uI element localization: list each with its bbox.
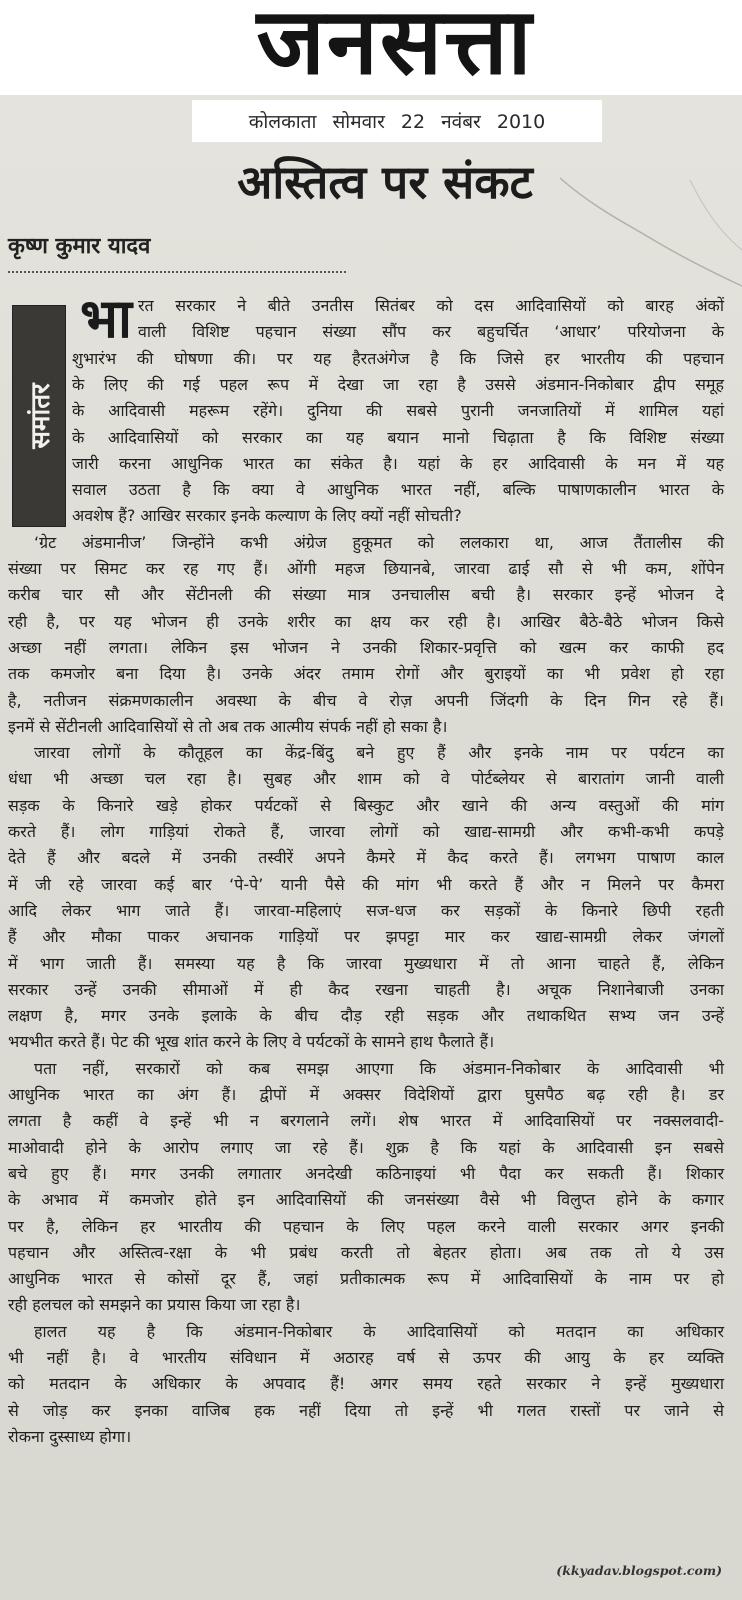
article-line: को मतदान के अधिकार के अपवाद हैं! अगर समय रहते सरकार ने इन्हें मुख्यधारा bbox=[8, 1374, 724, 1394]
article-line: अवशेष हैं? आखिर सरकार इनके कल्याण के लिए क्यों नहीं सोचती? bbox=[72, 506, 462, 526]
article-line: सवाल उठता है कि क्या वे आधुनिक भारत नहीं, बल्कि पाषाणकालीन भारत के bbox=[72, 480, 724, 500]
article-line: भी नहीं है। वे भारतीय संविधान में अठारह वर्ष से ऊपर की आयु के हर व्यक्ति bbox=[8, 1348, 724, 1367]
article-line: रही हलचल को समझने का प्रयास किया जा रहा है। bbox=[8, 1295, 301, 1315]
article-line: माओवादी होने के आरोप लगाए जा रहे हैं। शुक्र है कि यहां के आदिवासी इन सबसे bbox=[8, 1137, 724, 1157]
article-line: ‘ग्रेट अंडमानीज’ जिन्होंने कभी अंग्रेज हुकूमत को ललकारा था, आज तैंतालीस की bbox=[34, 532, 724, 552]
article-line: के आदिवासी महरूम रहेंगे। दुनिया की सबसे पुरानी जनजातियों में शामिल यहां bbox=[72, 401, 724, 421]
article-line: बचे हुए हैं। मगर उनकी लगातार अनदेखी कठिनाइयां भी पैदा कर सकती हैं। शिकार bbox=[8, 1163, 724, 1183]
article-line: आदि लेकर भाग जाते हैं। जारवा-महिलाएं सज-धज कर सड़कों के किनारे छिपी रहती bbox=[8, 900, 724, 920]
article-line: रत सरकार ने बीते उनतीस सितंबर को दस आदिवासियों को बारह अंकों bbox=[138, 296, 724, 315]
article-line: हैं और मौका पाकर अचानक गाड़ियों पर झपट्टा मार कर खाद्य-सामग्री लेकर जंगलों bbox=[8, 927, 724, 947]
article-line: पहचान और अस्तित्व-रक्षा के भी प्रबंध करती तो बेहतर होता। अब तक तो ये उस bbox=[8, 1242, 724, 1262]
article-line: के आदिवासियों को सरकार का यह बयान मानो चिढ़ाता है कि विशिष्ट संख्या bbox=[72, 427, 724, 447]
article-line: करीब चार सौ और सेंटीनली की संख्या मात्र उनचालीस बची है। सरकार इन्हें भोजन दे bbox=[8, 585, 724, 605]
dateline: कोलकाता सोमवार 22 नवंबर 2010 bbox=[192, 100, 602, 142]
article-line: अच्छा नहीं लगता। लेकिन इस भोजन ने उनकी शिकार-प्रवृत्ति को खत्म कर काफी हद bbox=[8, 637, 724, 657]
section-tag-label: समांतर bbox=[26, 383, 56, 449]
article-line: आधुनिक भारत का अंग हैं। द्वीपों में अक्सर विदेशियों द्वारा घुसपैठ बढ़ रही है। डर bbox=[8, 1085, 724, 1104]
article-line: रही है, पर यह भोजन ही उनके शरीर का क्षय कर रही है। आखिर बैठे-बैठे भोजन किसे bbox=[8, 611, 724, 631]
article-line: पता नहीं, सरकारों को कब समझ आएगा कि अंडमान-निकोबार के आदिवासी भी bbox=[34, 1058, 724, 1078]
byline: कृष्ण कुमार यादव bbox=[8, 234, 151, 259]
article-line: सरकार उन्हें उनकी सीमाओं में ही कैद रखना चाहती है। अचूक निशानेबाजी उनका bbox=[8, 979, 724, 999]
article-line: देते हैं और बदले में उनकी तस्वीरें अपने कैमरे में कैद करते हैं। लगभग पाषाण काल bbox=[8, 848, 724, 868]
article-line: भयभीत करते हैं। पेट की भूख शांत करने के लिए वे पर्यटकों के सामने हाथ फैलाते हैं। bbox=[8, 1032, 495, 1052]
article-line: रोकना दुस्साध्य होगा। bbox=[8, 1426, 132, 1446]
article-line: के लिए की गई पहल रूप में देखा जा रहा है उससे अंडमान-निकोबार द्वीप समूह bbox=[72, 374, 724, 394]
article-line: लगता है कहीं वे इन्हें भी न बरगलाने लगें। शेष भारत में आदिवासियों पर नक्सलवादी- bbox=[8, 1111, 724, 1131]
headline: अस्तित्व पर संकट bbox=[237, 155, 533, 209]
article-line: वाली विशिष्ट पहचान संख्या सौंप कर बहुचर्चित ‘आधार’ परियोजना के bbox=[138, 322, 724, 342]
article-line: पर है, लेकिन हर भारतीय की पहचान के लिए पहल करने वाली सरकार अगर इनकी bbox=[8, 1216, 724, 1236]
article-line: में भाग जाती हैं। समस्या यह है कि जारवा मुख्यधारा में तो आना चाहते हैं, लेकिन bbox=[8, 953, 724, 973]
article-line: इनमें से सेंटीनली आदिवासियों से तो अब तक आत्मीय संपर्क नहीं हो सका है। bbox=[8, 716, 448, 736]
article-line: में जी रहे जारवा कई बार ‘पे-पे’ यानी पैसे की मांग भी करते हैं और न मिलने पर कैमरा bbox=[8, 874, 724, 894]
article-line: के अभाव में कमजोर होते इन आदिवासियों की जनसंख्या वैसे भी विलुप्त होने के कगार bbox=[8, 1190, 724, 1210]
masthead-title: जनसत्ता bbox=[256, 0, 534, 92]
article-line: जारी करना आधुनिक भारत का संकेत है। यहां के हर आदिवासी के मन में यह bbox=[72, 453, 724, 473]
article-line: सड़क के किनारे खड़े होकर पर्यटकों से बिस्कुट और खाने की अन्य वस्तुओं की मांग bbox=[8, 795, 724, 815]
article-line: शुभारंभ की घोषणा की। पर यह हैरतअंगेज है कि जिसे हर भारतीय की पहचान bbox=[72, 348, 724, 368]
drop-cap: भा bbox=[80, 287, 132, 350]
article-line: जारवा लोगों के कौतूहल का केंद्र-बिंदु बने हुए हैं और इनके नाम पर पर्यटन का bbox=[34, 743, 724, 763]
article-line: आधुनिक भारत से कोसों दूर हैं, जहां प्रतीकात्मक रूप में आदिवासियों के नाम पर हो bbox=[8, 1269, 724, 1289]
article-line: है, नतीजन संक्रमणकालीन अवस्था के बीच वे रोज़ अपनी जिंदगी के दिन गिन रहे हैं। bbox=[8, 690, 724, 710]
article-line: धंधा भी अच्छा चल रहा है। सुबह और शाम को वे पोर्टब्लेयर से बारातांग जानी वाली bbox=[8, 769, 724, 789]
article-line: से जोड़ कर इनका वाजिब हक नहीं दिया तो इन्हें भी गलत रास्तों पर जाने से bbox=[8, 1400, 724, 1420]
article-line: संख्या पर सिमट कर रह गए हैं। ओंगी महज छियानबे, जारवा ढाई सौ से भी कम, शोंपेन bbox=[8, 559, 724, 578]
article-line: तक कमजोर बना दिया है। उनके अंदर तमाम रोगों और बुराइयों का भी प्रवेश हो रहा bbox=[8, 664, 724, 684]
source-credit: (kkyadav.blogspot.com) bbox=[556, 1563, 722, 1578]
article-line: लक्षण है, मगर उनके इलाके के बीच दौड़ रही सड़क और तथाकथित सभ्य जन उन्हें bbox=[8, 1006, 724, 1026]
article-line: हालत यह है कि अंडमान-निकोबार के आदिवासियों को मतदान का अधिकार bbox=[34, 1321, 724, 1341]
article-line: करते हैं। लोग गाड़ियां रोकते हैं, जारवा लोगों को खाद्य-सामग्री और कभी-कभी कपड़े bbox=[8, 822, 724, 841]
